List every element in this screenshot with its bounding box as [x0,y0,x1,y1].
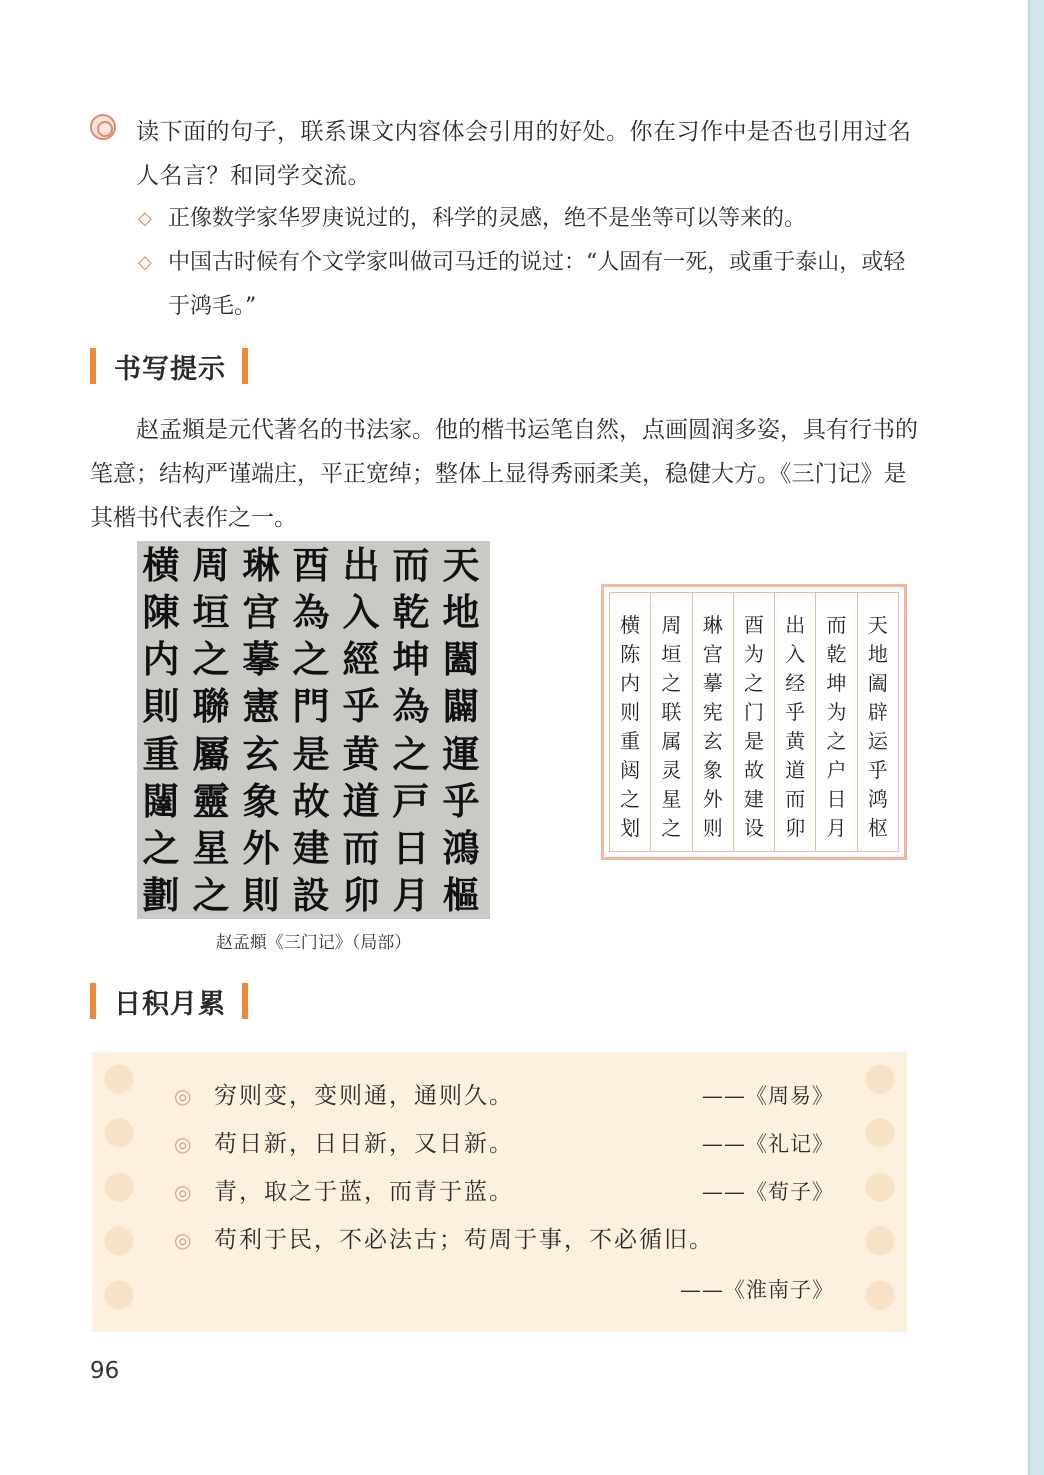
transcription-character: 联 [661,700,682,724]
paragraph-text: 赵孟頫是元代著名的书法家。他的楷书运笔自然，点画圆润多姿，具有行书的笔意；结构严谨端庄，平正宽绰；整体上显得秀丽柔美，稳健大方。《三门记》是其楷书代表作之一。 [90,417,918,531]
page-edge-band [1030,0,1044,1475]
rubbing-character: 乎 [342,684,380,729]
transcription-character: 之 [826,729,847,753]
rubbing-character: 内 [142,637,180,682]
diamond-bullet-icon: ◇ [138,252,152,273]
transcription-character: 宫 [702,642,723,666]
transcription-character: 酉 [743,613,764,637]
rubbing-character: 經 [342,637,380,682]
transcription-column [733,593,774,851]
saying-source: ——《淮南子》 [680,1278,834,1302]
transcription-character: 黄 [785,729,806,753]
transcription-character: 之 [661,816,682,840]
rubbing-character: 坤 [392,637,430,682]
rubbing-character: 闢 [442,684,480,729]
transcription-character: 则 [702,816,723,840]
transcription-character: 垣 [661,642,682,666]
rubbing-character: 陳 [142,589,180,634]
transcription-column [774,593,815,851]
rubbing-column [287,541,335,919]
rubbing-character: 玄 [242,731,280,776]
transcription-character: 乎 [867,758,888,782]
transcription-character: 运 [867,729,888,753]
rubbing-character: 垣 [192,589,230,634]
rubbing-character: 之 [192,873,230,918]
transcription-character: 出 [785,613,806,637]
double-circle-bullet-icon: ◎ [174,1132,194,1156]
section-heading-daily-accumulation [90,981,248,1021]
transcription-character: 周 [661,613,682,637]
section-title: 日积月累 [114,988,226,1020]
rubbing-character: 乎 [442,778,480,823]
transcription-column [815,593,856,851]
rubbing-character: 闥 [142,778,180,823]
calligraphy-paragraph [90,408,920,540]
transcription-character: 为 [826,700,847,724]
double-circle-bullet-icon: ◎ [174,1228,194,1252]
transcription-character: 之 [661,671,682,695]
transcription-character: 故 [743,758,764,782]
transcription-character: 而 [785,787,806,811]
rubbing-character: 入 [342,589,380,634]
rubbing-character: 黄 [342,731,380,776]
rubbing-character: 靈 [192,778,230,823]
rubbing-column [387,541,435,919]
double-circle-bullet-icon: ◎ [174,1084,194,1108]
rubbing-character: 為 [292,589,330,634]
rubbing-character: 運 [442,731,480,776]
rubbing-character: 屬 [192,731,230,776]
saying-text: 青，取之于蓝，而青于蓝。 [214,1179,514,1205]
transcription-character: 而 [826,613,847,637]
heading-bar-left [90,983,96,1019]
rubbing-column [337,541,385,919]
section-heading-writing-tips [90,346,248,386]
transcription-character: 入 [785,642,806,666]
rubbing-character: 而 [342,826,380,871]
transcription-character: 道 [785,758,806,782]
quote-text: 正像数学家华罗庚说过的，科学的灵感，绝不是坐等可以等来的。 [168,206,807,231]
ornament-band-left [92,1052,146,1332]
transcription-character: 星 [661,787,682,811]
transcription-character: 枢 [867,816,888,840]
transcription-character: 宪 [702,700,723,724]
rubbing-character: 建 [292,826,330,871]
transcription-character: 摹 [702,671,723,695]
rubbing-character: 闔 [442,637,480,682]
rubbing-character: 摹 [242,637,280,682]
transcription-character: 门 [743,700,764,724]
transcription-character: 象 [702,758,723,782]
rubbing-character: 則 [142,684,180,729]
saying-source: ——《荀子》 [702,1180,834,1204]
heading-bar-right [242,983,248,1019]
rubbing-character: 聯 [192,684,230,729]
rubbing-character: 月 [392,873,430,918]
transcription-character: 是 [743,729,764,753]
transcription-character: 鸿 [867,787,888,811]
ornament-band-right [853,1052,907,1332]
task-text: 读下面的句子，联系课文内容体会引用的好处。你在习作中是否也引用过名人名言？和同学交流。 [136,119,912,189]
transcription-column [857,593,898,851]
rubbing-column [237,541,285,919]
rubbing-character: 星 [192,826,230,871]
rubbing-character: 戸 [392,778,430,823]
saying-text: 穷则变，变则通，通则久。 [214,1083,514,1109]
transcription-character: 内 [620,671,641,695]
rubbing-character: 地 [442,589,480,634]
accumulation-panel [92,1052,907,1332]
transcription-character: 琳 [702,613,723,637]
rubbing-character: 之 [142,826,180,871]
double-circle-bullet-icon: ◎ [174,1180,194,1204]
rubbing-character: 則 [242,873,280,918]
transcription-character: 之 [620,787,641,811]
seal-icon [90,114,116,140]
rubbing-character: 天 [442,542,480,587]
transcription-character: 阖 [867,671,888,695]
rubbing-character: 外 [242,826,280,871]
rubbing-character: 而 [392,542,430,587]
transcription-character: 划 [620,816,641,840]
rubbing-column [137,541,185,919]
rubbing-character: 為 [392,684,430,729]
saying-source: ——《礼记》 [702,1132,834,1156]
rubbing-character: 之 [192,637,230,682]
saying-text: 苟日新，日日新，又日新。 [214,1131,514,1157]
rubbing-caption: 赵孟頫《三门记》（局部） [215,933,412,953]
transcription-character: 为 [743,642,764,666]
rubbing-character: 酉 [292,542,330,587]
transcription-character: 横 [620,613,641,637]
transcription-character: 则 [620,700,641,724]
transcription-grid [609,592,899,852]
transcription-character: 天 [867,613,888,637]
rubbing-character: 周 [192,542,230,587]
transcription-character: 属 [661,729,682,753]
rubbing-character: 鴻 [442,826,480,871]
rubbing-character: 重 [142,731,180,776]
rubbing-character: 日 [392,826,430,871]
transcription-box [601,584,907,860]
transcription-column [610,593,650,851]
saying-source: ——《周易》 [702,1084,834,1108]
transcription-character: 经 [785,671,806,695]
transcription-character: 陈 [620,642,641,666]
diamond-bullet-icon: ◇ [138,208,152,229]
transcription-character: 卯 [785,816,806,840]
transcription-character: 乾 [826,642,847,666]
rubbing-character: 樞 [442,873,480,918]
page-number: 96 [90,1358,120,1384]
rubbing-character: 象 [242,778,280,823]
saying-text: 苟利于民，不必法古；苟周于事，不必循旧。 [214,1227,714,1253]
rubbing-character: 劃 [142,873,180,918]
transcription-character: 玄 [702,729,723,753]
transcription-character: 地 [867,642,888,666]
rubbing-character: 道 [342,778,380,823]
transcription-character: 建 [743,787,764,811]
rubbing-character: 之 [292,637,330,682]
calligraphy-rubbing-image [137,541,490,919]
rubbing-character: 出 [342,542,380,587]
rubbing-character: 憲 [242,684,280,729]
heading-bar-right [242,348,248,384]
rubbing-character: 宫 [242,589,280,634]
transcription-character: 乎 [785,700,806,724]
rubbing-character: 乾 [392,589,430,634]
quote-text: 中国古时候有个文学家叫做司马迁的说过：“人固有一死，或重于泰山，或轻于鸿毛。” [168,250,906,319]
transcription-character: 月 [826,816,847,840]
section-title: 书写提示 [114,353,226,385]
rubbing-character: 是 [292,731,330,776]
transcription-character: 外 [702,787,723,811]
transcription-character: 坤 [826,671,847,695]
transcription-character: 之 [743,671,764,695]
heading-bar-left [90,348,96,384]
transcription-character: 灵 [661,758,682,782]
rubbing-character: 横 [142,542,180,587]
rubbing-character: 門 [292,684,330,729]
transcription-character: 户 [826,758,847,782]
transcription-character: 设 [743,816,764,840]
rubbing-character: 故 [292,778,330,823]
rubbing-column [187,541,235,919]
rubbing-character: 卯 [342,873,380,918]
rubbing-character: 之 [392,731,430,776]
transcription-column [650,593,691,851]
transcription-character: 重 [620,729,641,753]
rubbing-column [437,541,485,919]
transcription-character: 日 [826,787,847,811]
rubbing-character: 琳 [242,542,280,587]
rubbing-character: 設 [292,873,330,918]
transcription-column [692,593,733,851]
transcription-character: 辟 [867,700,888,724]
transcription-character: 闼 [620,758,641,782]
